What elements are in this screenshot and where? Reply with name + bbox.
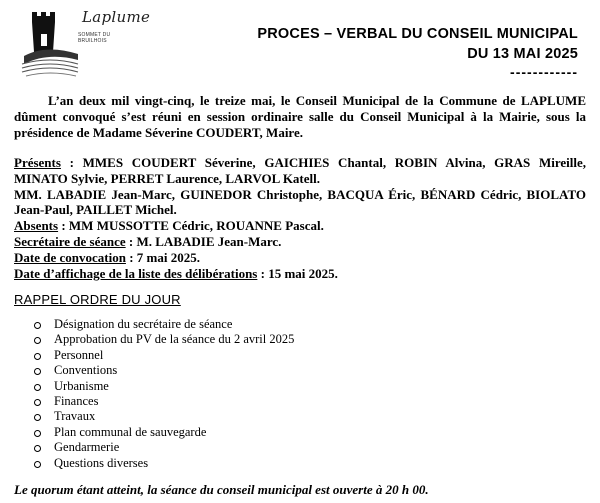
logo-wordmark: Laplume [82, 8, 151, 26]
logo-tagline: SOMMET DU BRUILHOIS [78, 32, 111, 44]
agenda-item: Plan communal de sauvegarde [34, 425, 294, 440]
circle-bullet-icon [34, 322, 41, 329]
circle-bullet-icon [34, 368, 41, 375]
agenda-item: Conventions [34, 363, 294, 378]
secretary-row [14, 234, 586, 250]
agenda-item: Gendarmerie [34, 440, 294, 455]
presents-men: MM. LABADIE Jean-Marc, GUINEDOR Christophe, BACQUA Éric, BÉNARD Cédric, BIOLATO Jean-Paul, PAILLET Michel. [14, 186, 586, 218]
secretary-label: Secrétaire de séance [14, 233, 126, 249]
agenda-item: Personnel [34, 348, 294, 363]
agenda-item: Finances [34, 394, 294, 409]
title-line-2: DU 13 MAI 2025 [467, 46, 578, 62]
agenda-item: Approbation du PV de la séance du 2 avril 2025 [34, 332, 294, 347]
quorum-statement: Le quorum étant atteint, la séance du conseil municipal est ouverte à 20 h 00. [14, 482, 429, 497]
secretary-value: : M. LABADIE Jean-Marc. [125, 233, 282, 249]
absents-row [14, 218, 586, 234]
convocation-row [14, 250, 586, 266]
circle-bullet-icon [34, 399, 41, 406]
absents-label: Absents [14, 218, 59, 234]
title-line-1: PROCES – VERBAL DU CONSEIL MUNICIPAL [257, 26, 578, 42]
presents-label: Présents [14, 155, 61, 170]
affichage-row [14, 266, 586, 282]
circle-bullet-icon [34, 414, 41, 421]
affichage-label: Date d’affichage de la liste des délibérations [14, 265, 258, 281]
convocation-value: : 7 mai 2025. [125, 249, 200, 265]
convocation-label: Date de convocation [14, 249, 126, 265]
circle-bullet-icon [34, 430, 41, 437]
circle-bullet-icon [34, 445, 41, 452]
presents-women: : MMES COUDERT Séverine, GAICHIES Chantal, ROBIN Alvina, GRAS Mireille, MINATO Sylvie, PERRET Laurence, LARVOL Katell. [14, 155, 586, 186]
agenda-item: Questions diverses [34, 456, 294, 471]
circle-bullet-icon [34, 337, 41, 344]
agenda-title: RAPPEL ORDRE DU JOUR [14, 292, 181, 307]
agenda-list [34, 317, 294, 471]
agenda-item: Travaux [34, 409, 294, 424]
tower-emblem-icon [20, 4, 80, 82]
document-title [257, 24, 578, 64]
presents-row [14, 155, 586, 187]
agenda-item: Désignation du secrétaire de séance [34, 317, 294, 332]
attendance-block [14, 155, 586, 281]
agenda-item: Urbanisme [34, 379, 294, 394]
absents-value: : MM MUSSOTTE Cédric, ROUANNE Pascal. [58, 218, 324, 234]
intro-text: L’an deux mil vingt-cinq, le treize mai, le Conseil Municipal de la Commune de LAPLUME dûment convoqué s’est réuni en session ordinaire salle du Conseil Municipal à la Mairie, sous la présidence de Madame Séverine COUDERT, Maire. [14, 93, 586, 140]
municipality-logo [20, 4, 151, 82]
circle-bullet-icon [34, 353, 41, 360]
circle-bullet-icon [34, 384, 41, 391]
title-underline: ------------ [510, 64, 578, 80]
intro-paragraph [14, 93, 586, 141]
circle-bullet-icon [34, 461, 41, 468]
affichage-value: : 15 mai 2025. [257, 265, 338, 281]
